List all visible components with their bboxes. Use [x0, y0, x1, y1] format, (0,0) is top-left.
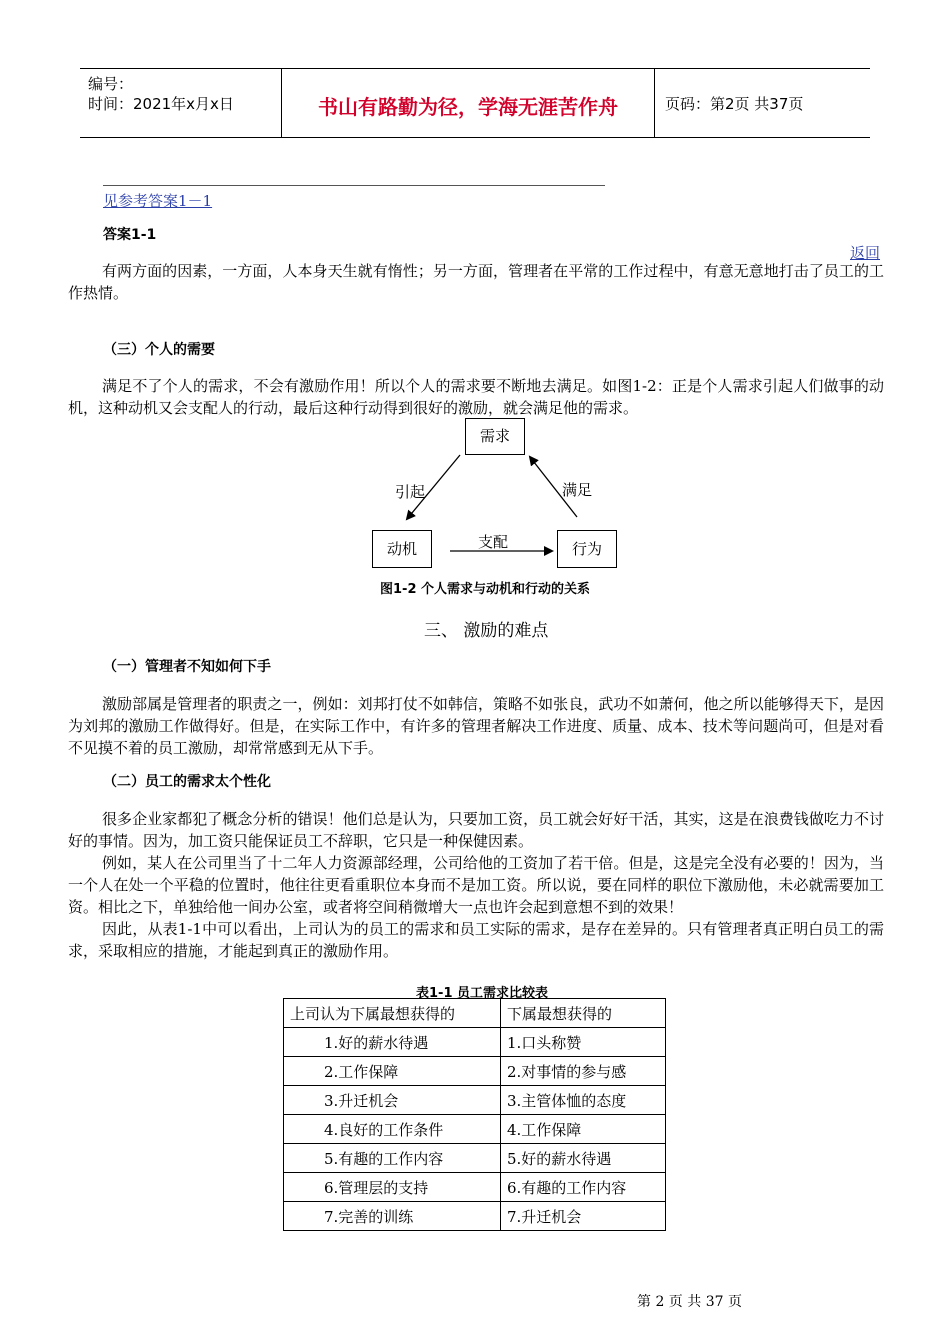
- date-label: 时间：2021年x月x日: [88, 95, 234, 113]
- action-box: 行为: [557, 530, 617, 568]
- table-header-cell: 上司认为下属最想获得的: [284, 999, 501, 1028]
- table-row: [284, 1115, 666, 1144]
- answer-paragraph: 有两方面的因素，一方面，人本身天生就有惰性；另一方面，管理者在平常的工作过程中，有意无意地打击了员工的工作热情。: [68, 262, 884, 302]
- table-header-cell: 下属最想获得的: [501, 999, 666, 1028]
- dominate-label: 支配: [478, 533, 509, 551]
- cause-label: 引起: [395, 483, 426, 501]
- table-row: [284, 1086, 666, 1115]
- subsection-2-paragraph-3: 因此，从表1-1中可以看出，上司认为的员工的需求和员工实际的需求，是存在差异的。只有管理者真正明白员工的需求，采取相应的措施，才能起到真正的激励作用。: [68, 920, 884, 960]
- table-row: [284, 1057, 666, 1086]
- header-middle-cell: [282, 69, 655, 137]
- subsection-1-paragraph: 激励部属是管理者的职责之一，例如：刘邦打仗不如韩信，策略不如张良，武功不如萧何，他之所以能够得天下，是因为刘邦的激励工作做得好。但是，在实际工作中，有许多的管理者解决工作进度、质量、成本、技术等问题尚可，但是对看不见摸不着的员工激励，却常常感到无从下手。: [68, 695, 884, 757]
- table-cell: 7.升迁机会: [501, 1202, 666, 1231]
- back-link[interactable]: 返回: [850, 244, 881, 262]
- separator-line: [103, 185, 605, 186]
- figure-caption: 图1-2 个人需求与动机和行动的关系: [380, 582, 591, 597]
- subsection-2-paragraph-1: 很多企业家都犯了概念分析的错误！他们总是认为，只要加工资，员工就会好好干活，其实，这是在浪费钱做吃力不讨好的事情。因为，加工资只能保证员工不辞职，它只是一种保健因素。: [68, 810, 884, 850]
- table-cell: 5.有趣的工作内容: [284, 1144, 501, 1173]
- needs-comparison-table: [283, 998, 666, 1231]
- table-cell: 4.工作保障: [501, 1115, 666, 1144]
- header-right-cell: [655, 69, 870, 137]
- page-info: 页码：第2页 共37页: [665, 95, 804, 113]
- table-row: [284, 1202, 666, 1231]
- table-row: [284, 1144, 666, 1173]
- subsection-2-paragraph-2: 例如，某人在公司里当了十二年人力资源部经理，公司给他的工资加了若干倍。但是，这是完全没有必要的！因为，当一个人在处一个平稳的位置时，他往往更看重职位本身而不是加工资。所以说，要在同样的职位下激励他，未必就需要加工资。相比之下，单独给他一间办公室，或者将空间稍微增大一点也许会起到意想不到的效果！: [68, 854, 884, 916]
- table-cell: 6.管理层的支持: [284, 1173, 501, 1202]
- table-cell: 4.良好的工作条件: [284, 1115, 501, 1144]
- page-footer: 第 2 页 共 37 页: [637, 1294, 742, 1310]
- need-box: 需求: [465, 418, 525, 455]
- table-cell: 3.主管体恤的态度: [501, 1086, 666, 1115]
- satisfy-label: 满足: [562, 481, 593, 499]
- table-cell: 1.好的薪水待遇: [284, 1028, 501, 1057]
- table-cell: 7.完善的训练: [284, 1202, 501, 1231]
- number-label: 编号：: [88, 75, 134, 93]
- table-cell: 2.工作保障: [284, 1057, 501, 1086]
- section-3-paragraph: 满足不了个人的需求，不会有激励作用！所以个人的需求要不断地去满足。如图1-2：正是个人需求引起人们做事的动机，这种动机又会支配人的行动，最后这种行动得到很好的激励，就会满足他的需求。: [68, 377, 884, 417]
- table-cell: 2.对事情的参与感: [501, 1057, 666, 1086]
- page-header: [80, 68, 870, 138]
- table-caption: 表1-1 员工需求比较表: [416, 986, 549, 1001]
- table-cell: 6.有趣的工作内容: [501, 1173, 666, 1202]
- table-cell: 5.好的薪水待遇: [501, 1144, 666, 1173]
- subsection-2-title: （二）员工的需求太个性化: [103, 774, 271, 790]
- table-cell: 3.升迁机会: [284, 1086, 501, 1115]
- table-row: [284, 1028, 666, 1057]
- subsection-1-title: （一）管理者不知如何下手: [103, 659, 271, 675]
- table-header-row: [284, 999, 666, 1028]
- answer-title: 答案1-1: [103, 227, 157, 243]
- table-row: [284, 1173, 666, 1202]
- table-cell: 1.口头称赞: [501, 1028, 666, 1057]
- reference-answer-link[interactable]: 见参考答案1－1: [103, 192, 213, 210]
- chapter-3-title: 三、 激励的难点: [424, 621, 549, 641]
- section-3-title: （三）个人的需要: [103, 342, 215, 358]
- header-left-cell: [80, 69, 282, 137]
- motive-box: 动机: [372, 530, 432, 568]
- motto: 书山有路勤为径，学海无涯苦作舟: [318, 95, 618, 119]
